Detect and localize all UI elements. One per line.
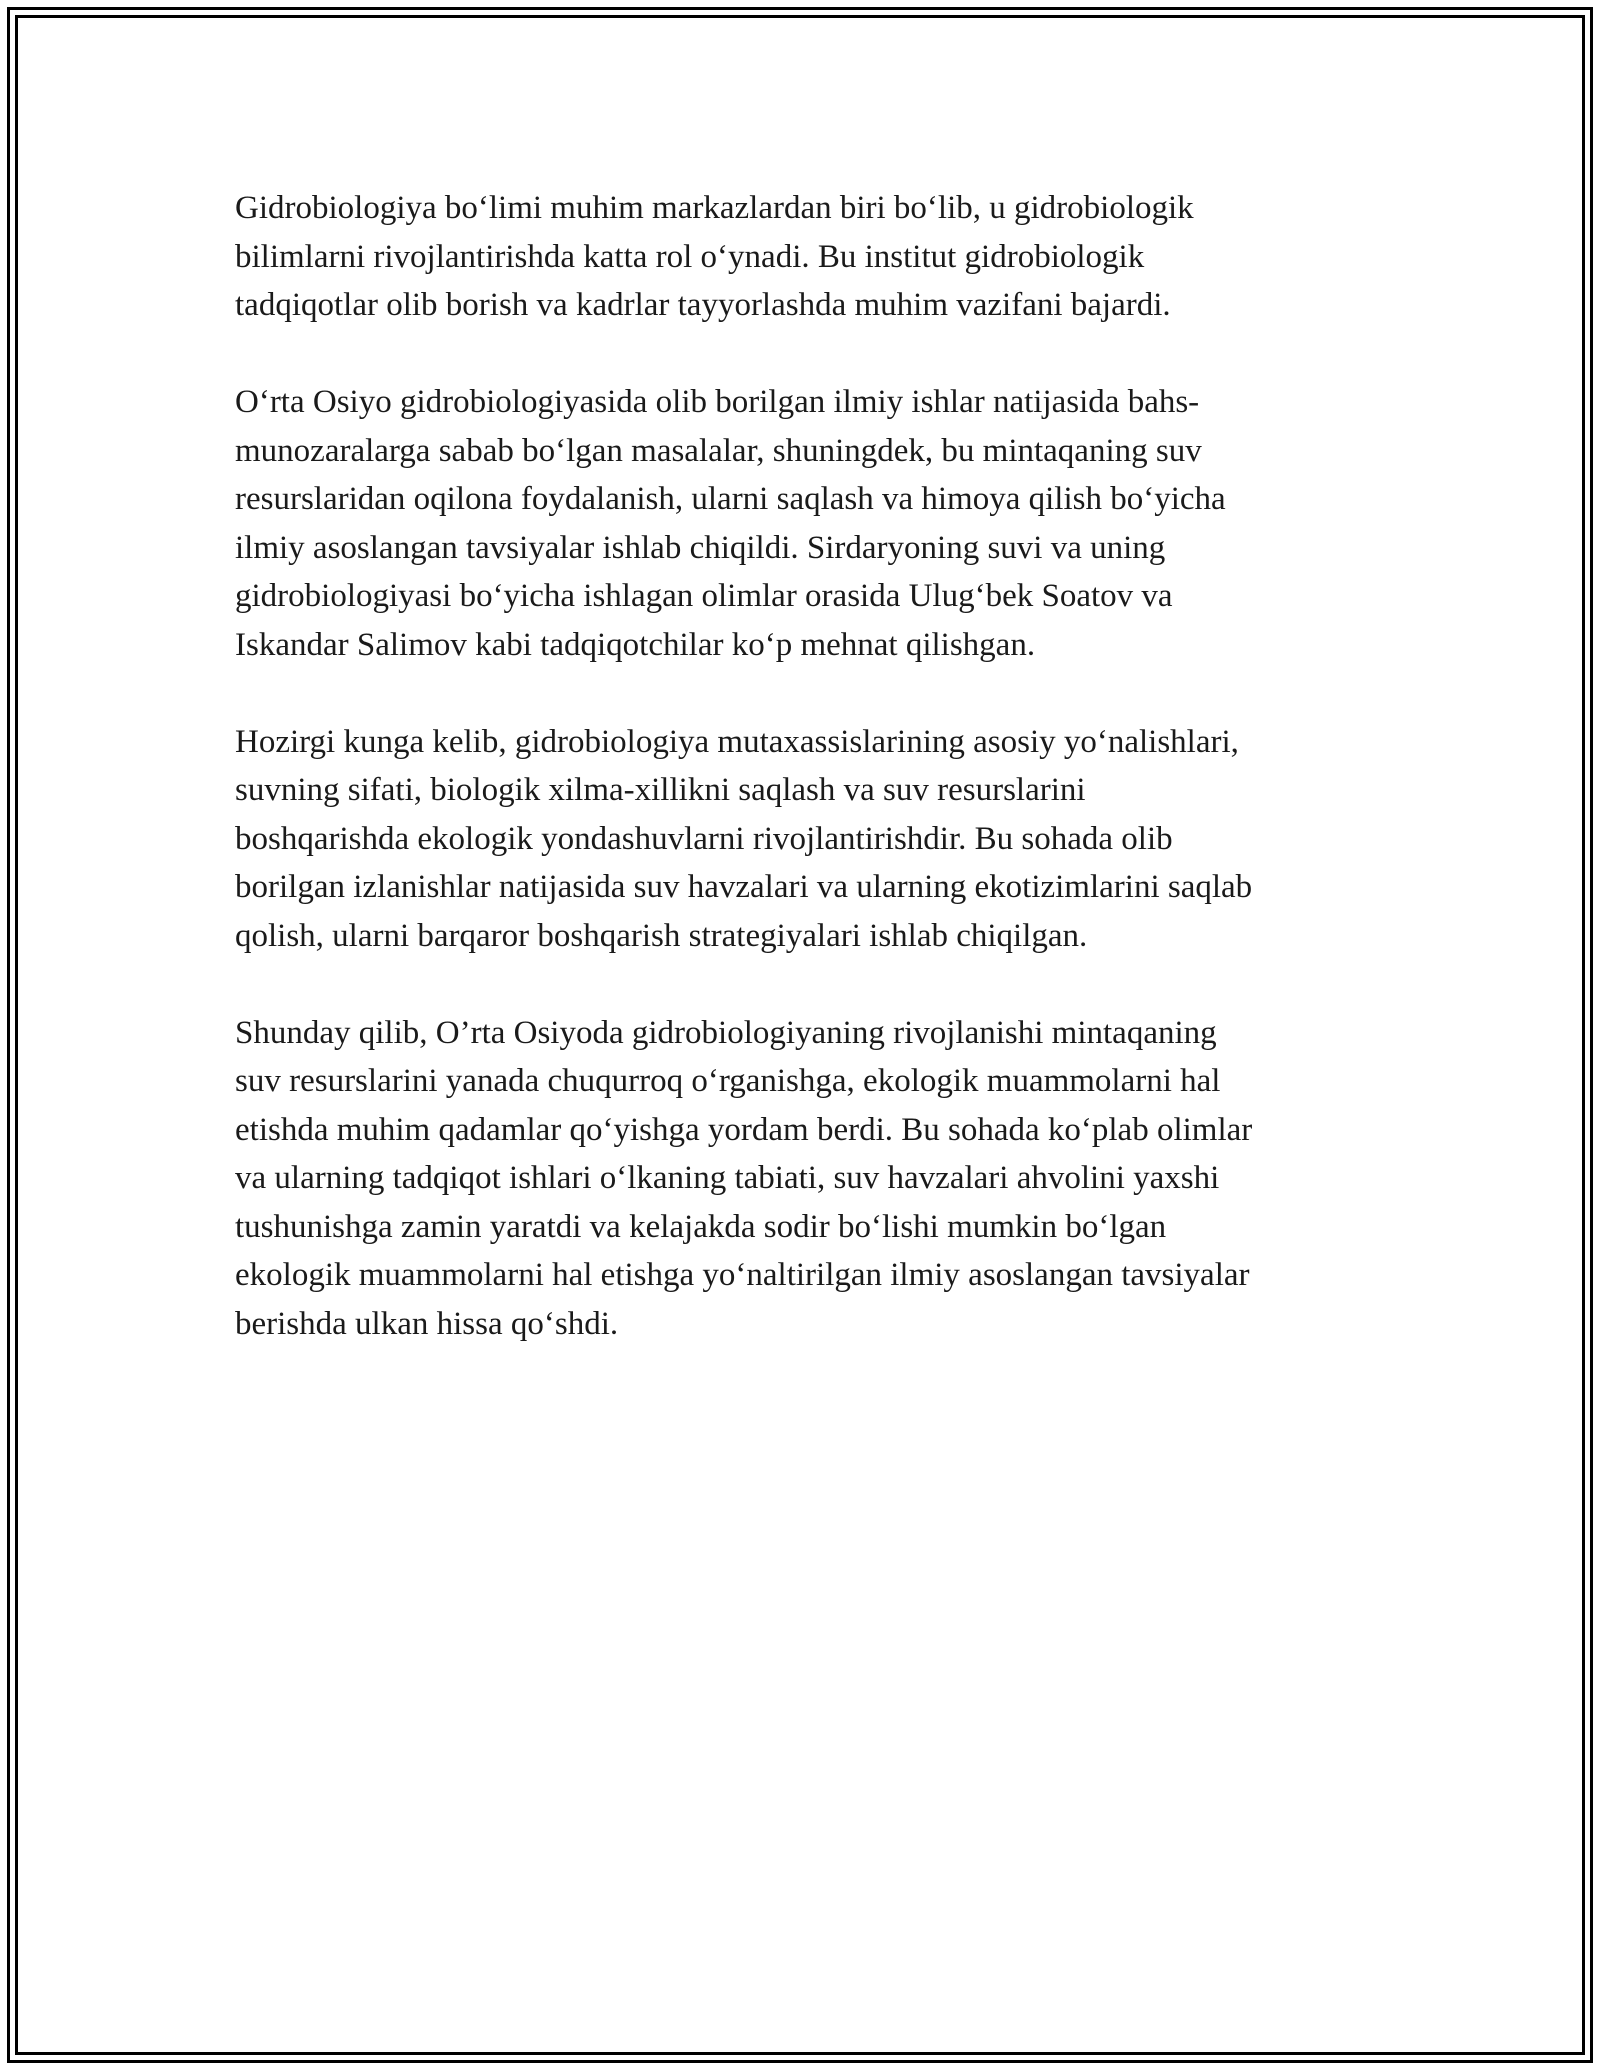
paragraph-2: O‘rta Osiyo gidrobiologiyasida olib borilgan ilmiy ishlar natijasida bahs- munozaralarga sabab bo‘lgan masalalar, shuningdek, bu mintaqaning suv resurslaridan oqilona foydalanish, ularni saqlash va himoya qilish bo‘yicha ilmiy asoslangan tavsiyalar ishlab chiqildi. Sirdaryoning suvi va uning gidrobiologiyasi bo‘yicha ishlagan olimlar orasida Ulug‘bek Soatov va Iskandar Salimov kabi tadqiqotchilar ko‘p mehnat qilishgan. [235,384,1226,663]
paragraph-4: Shunday qilib, O’rta Osiyoda gidrobiologiyaning rivojlanishi mintaqaning suv resurslarini yanada chuqurroq o‘rganishga, ekologik muammolarni hal etishda muhim qadamlar qo‘yishga yordam berdi. Bu sohada ko‘plab olimlar va ularning tadqiqot ishlari o‘lkaning tabiati, suv havzalari ahvolini yaxshi tushunishga zamin yaratdi va kelajakda sodir bo‘lishi mumkin bo‘lgan ekologik muammolarni hal etishga yo‘naltirilgan ilmiy asoslangan tavsiyalar berishda ulkan hissa qo‘shdi. [235,1014,1253,1342]
paragraph-1: Gidrobiologiya bo‘limi muhim markazlardan biri bo‘lib, u gidrobiologik bilimlarni rivojlantirishda katta rol o‘ynadi. Bu institut gidrobiologik tadqiqotlar olib borish va kadrlar tayyorlashda muhim vazifani bajardi. [235,190,1194,323]
document-body [235,184,1385,1397]
paragraph-3: Hozirgi kunga kelib, gidrobiologiya mutaxassislarining asosiy yo‘nalishlari, suvning sifati, biologik xilma-xillikni saqlash va suv resurslarini boshqarishda ekologik yondashuvlarni rivojlantirishdir. Bu sohada olib borilgan izlanishlar natijasida suv havzalari va ularning ekotizimlarini saqlab qolish, ularni barqaror boshqarish strategiyalari ishlab chiqilgan. [235,723,1253,954]
